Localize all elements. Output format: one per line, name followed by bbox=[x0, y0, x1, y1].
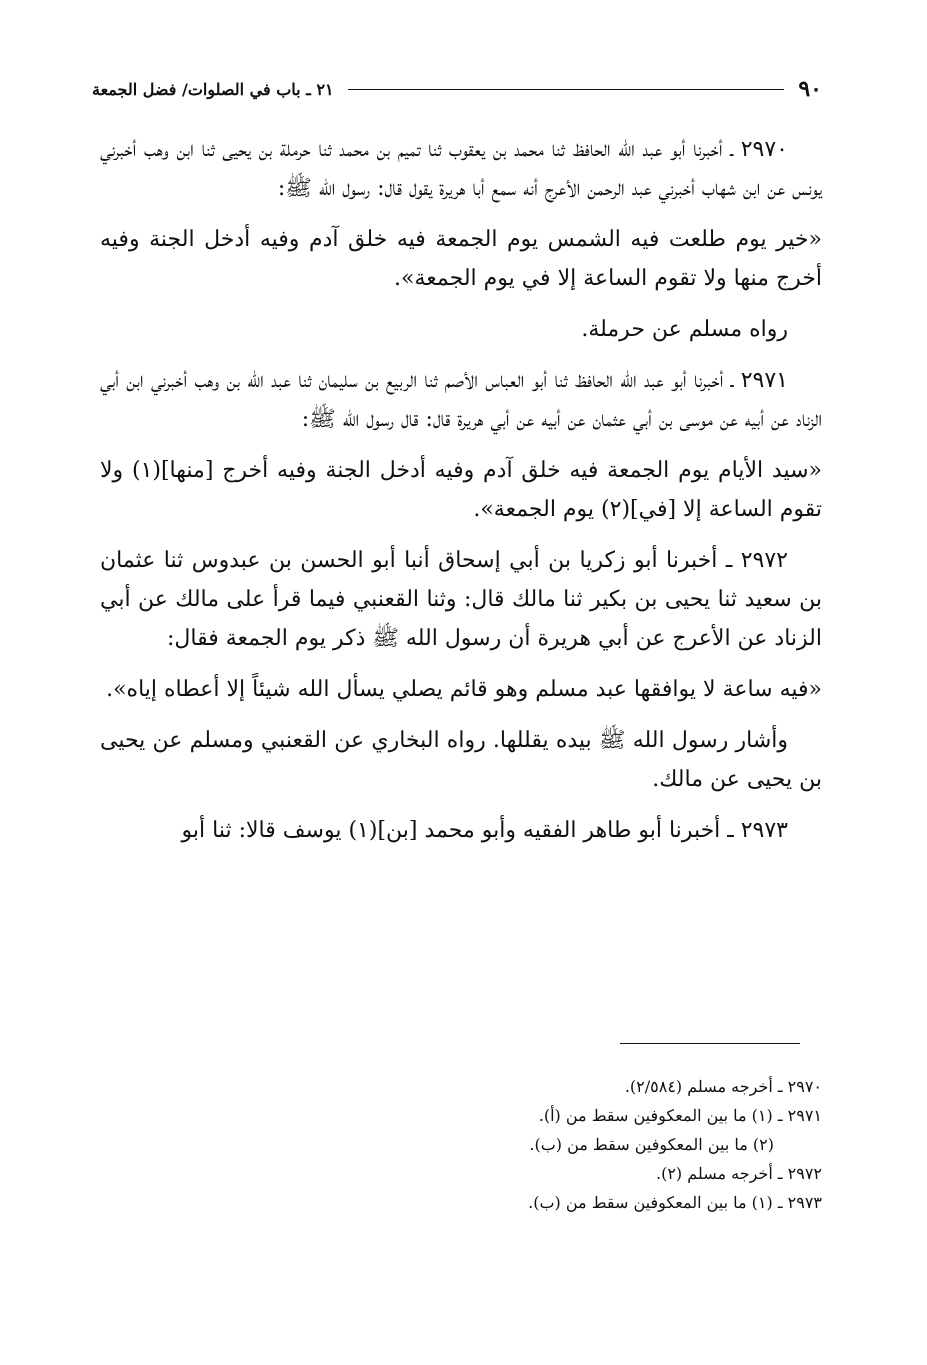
footnotes bbox=[100, 1072, 822, 1217]
footnote: ٢٩٧١ ـ (١) ما بين المعكوفين سقط من (أ). bbox=[538, 1106, 822, 1125]
paragraph-2972: ٢٩٧٢ ـ أخبرنا أبو زكريا بن أبي إسحاق أنبا أبو الحسن بن عبدوس ثنا عثمان بن سعيد ثنا يحيى بن بكير ثنا مالك قال: وثنا القعنبي فيما قرأ على مالك عن أبي الزناد عن الأعرج عن أبي هريرة أن رسول الله ﷺ ذكر يوم الجمعة فقال: bbox=[100, 548, 822, 651]
footnote: ٢٩٧٠ ـ أخرجه مسلم (٢/٥٨٤). bbox=[624, 1077, 822, 1096]
running-title: ٢١ ـ باب في الصلوات/ فضل الجمعة bbox=[92, 79, 334, 99]
hadith-text: «سيد الأيام يوم الجمعة فيه خلق آدم وفيه أدخل الجنة وفيه أخرج [منها](١) ولا تقوم الساعة إلا [في](٢) يوم الجمعة». bbox=[100, 458, 823, 522]
main-text bbox=[100, 130, 822, 862]
page-header bbox=[92, 72, 822, 106]
footnote: (٢) ما بين المعكوفين سقط من (ب). bbox=[529, 1135, 774, 1154]
narration-note: رواه مسلم عن حرملة. bbox=[581, 317, 788, 342]
paragraph-2970: ٢٩٧٠ ـ أخبرنا أبو عبد الله الحافظ ثنا محمد بن يعقوب ثنا تميم بن محمد ثنا حرملة بن يحيى ثنا ابن وهب أخبرني يونس عن ابن شهاب أخبرني عبد الرحمن الأعرج أنه سمع أبا هريرة يقول قال: رسول الله ﷺ: bbox=[100, 137, 822, 201]
header-rule bbox=[348, 89, 785, 90]
hadith-text: «خير يوم طلعت فيه الشمس يوم الجمعة فيه خلق آدم وفيه أدخل الجنة وفيه أخرج منها ولا تقوم الساعة إلا في يوم الجمعة». bbox=[100, 227, 822, 291]
footnote-separator bbox=[620, 1043, 800, 1044]
narration-note: وأشار رسول الله ﷺ بيده يقللها. رواه البخاري عن القعنبي ومسلم عن يحيى بن يحيى عن مالك. bbox=[100, 728, 822, 792]
hadith-text: «فيه ساعة لا يوافقها عبد مسلم وهو قائم يصلي يسأل الله شيئاً إلا أعطاه إياه». bbox=[106, 677, 822, 702]
footnote: ٢٩٧٢ ـ أخرجه مسلم (٢). bbox=[656, 1164, 822, 1183]
page-number: ٩٠ bbox=[798, 76, 822, 102]
paragraph-2971: ٢٩٧١ ـ أخبرنا أبو عبد الله الحافظ ثنا أبو العباس الأصم ثنا الربيع بن سليمان ثنا عبد الله بن وهب أخبرني ابن أبي الزناد عن أبيه عن موسى بن أبي عثمان عن أبيه عن أبي هريرة قال: قال رسول الله ﷺ: bbox=[100, 368, 822, 432]
paragraph-2973: ٢٩٧٣ ـ أخبرنا أبو طاهر الفقيه وأبو محمد [بن](١) يوسف قالا: ثنا أبو bbox=[181, 818, 788, 843]
footnote: ٢٩٧٣ ـ (١) ما بين المعكوفين سقط من (ب). bbox=[528, 1193, 822, 1212]
